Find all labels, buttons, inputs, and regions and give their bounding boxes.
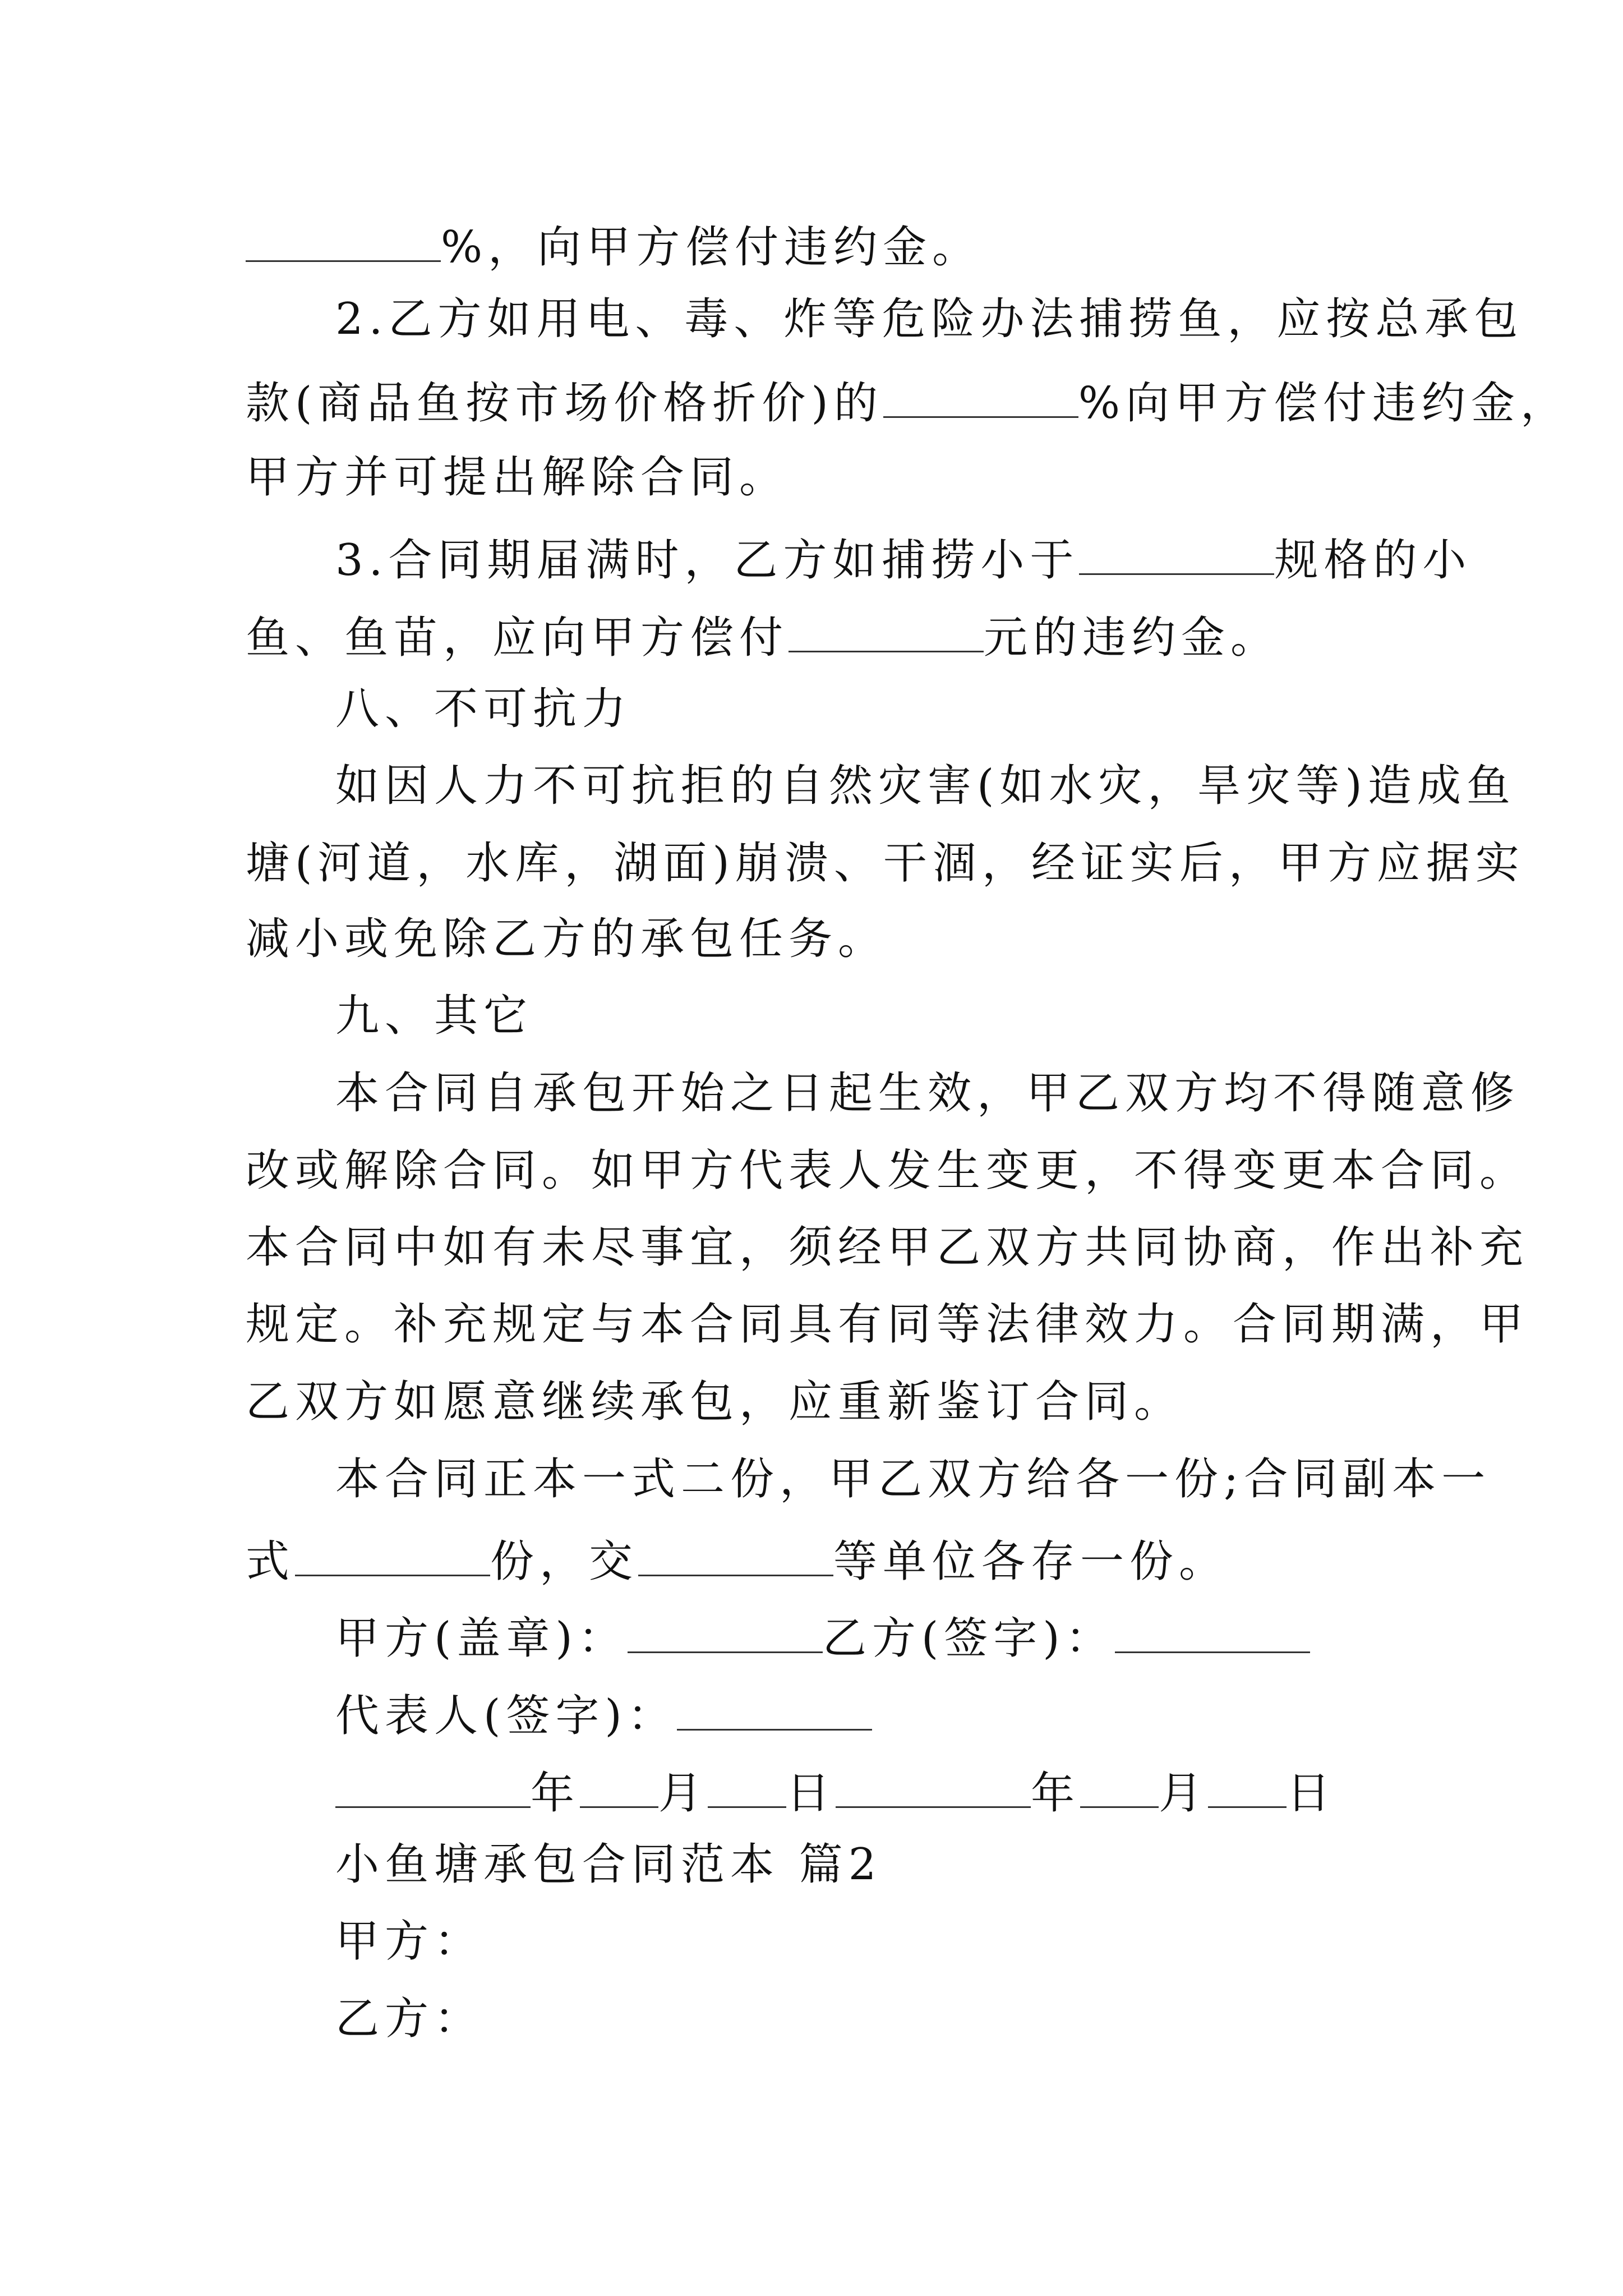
signature-line <box>335 1611 1310 1662</box>
line-text: 塘(河道，水库，湖面)崩溃、干涸，经证实后，甲方应据实 <box>246 838 1525 889</box>
other-paragraph-end <box>246 1377 1184 1430</box>
party-b-label: 乙方： <box>335 1994 484 2044</box>
line-text: 款(商品鱼按市场价格折价)的 <box>246 378 883 429</box>
party-a-seal-label: 甲方(盖章)： <box>335 1613 628 1664</box>
fill-blank <box>883 376 1078 418</box>
line-text: 乙双方如愿意继续承包，应重新鉴订合同。 <box>246 1377 1184 1427</box>
section-heading-9 <box>335 991 533 1045</box>
day-blank <box>1208 1766 1287 1808</box>
clause-7-2 <box>335 294 1524 348</box>
party-a-seal-blank <box>628 1611 823 1653</box>
copies-paragraph-cont <box>246 1534 1228 1585</box>
year-label: 年 <box>531 1768 580 1819</box>
line-text: 甲方并可提出解除合同。 <box>246 452 789 503</box>
clause-7-2-cont <box>246 376 1570 429</box>
month-label: 月 <box>1159 1768 1209 1819</box>
party-a-line <box>335 1916 484 1970</box>
fill-blank <box>295 1534 490 1576</box>
representative-line <box>335 1688 872 1739</box>
line-text: 2.乙方如用电、毒、炸等危险办法捕捞鱼，应按总承包 <box>335 294 1524 344</box>
representative-blank <box>677 1688 872 1731</box>
clause-7-2-end <box>246 452 789 506</box>
line-text: 鱼、鱼苗，应向甲方偿付 <box>246 613 789 663</box>
month-label: 月 <box>658 1768 708 1819</box>
fill-blank <box>638 1534 833 1576</box>
clause-7-1-tail <box>246 220 982 273</box>
line-text: %，向甲方偿付违约金。 <box>441 222 982 273</box>
party-a-label: 甲方： <box>335 1916 484 1967</box>
month-blank <box>580 1766 658 1808</box>
line-text: 式 <box>246 1536 296 1587</box>
fill-blank <box>1079 533 1274 575</box>
heading-text: 八、不可抗力 <box>335 684 632 734</box>
representative-label: 代表人(签字)： <box>335 1691 677 1741</box>
line-text: %向甲方偿付违约金， <box>1078 378 1570 429</box>
line-text: 本合同正本一式二份，甲乙双方给各一份;合同副本一 <box>335 1454 1491 1504</box>
party-b-sign-label: 乙方(签字)： <box>822 1613 1115 1664</box>
contract-title-2 <box>335 1839 882 1893</box>
other-paragraph-cont <box>246 1222 1529 1276</box>
line-text: 3.合同期届满时，乙方如捕捞小于 <box>335 535 1080 586</box>
line-text: 规定。补充规定与本合同具有同等法律效力。合同期满，甲 <box>246 1299 1529 1350</box>
line-text: 份，交 <box>490 1536 639 1587</box>
line-text: 本合同中如有未尽事宜，须经甲乙双方共同协商，作出补充 <box>246 1222 1529 1273</box>
other-paragraph-cont <box>246 1299 1529 1353</box>
party-b-sign-blank <box>1115 1611 1310 1653</box>
fill-blank <box>789 610 984 652</box>
year-label: 年 <box>1031 1768 1081 1819</box>
section-heading-8 <box>335 684 632 738</box>
other-paragraph <box>335 1068 1520 1122</box>
day-blank <box>708 1766 786 1808</box>
force-majeure-cont <box>246 838 1525 892</box>
fill-blank <box>246 220 441 262</box>
line-text: 改或解除合同。如甲方代表人发生变更，不得变更本合同。 <box>246 1145 1529 1196</box>
force-majeure-end <box>246 914 888 968</box>
line-text: 规格的小 <box>1274 535 1472 586</box>
clause-7-3-cont <box>246 610 1280 661</box>
year-blank <box>836 1766 1031 1808</box>
line-text: 等单位各存一份。 <box>833 1536 1229 1587</box>
line-text: 本合同自承包开始之日起生效，甲乙双方均不得随意修 <box>335 1068 1520 1119</box>
date-line <box>335 1766 1336 1819</box>
line-text: 如因人力不可抗拒的自然灾害(如水灾，旱灾等)造成鱼 <box>335 761 1516 811</box>
month-blank <box>1080 1766 1159 1808</box>
party-b-line <box>335 1994 484 2047</box>
force-majeure-paragraph <box>335 761 1516 815</box>
year-blank <box>335 1766 531 1808</box>
line-text: 减小或免除乙方的承包任务。 <box>246 914 888 964</box>
day-label: 日 <box>786 1768 836 1819</box>
heading-text: 九、其它 <box>335 991 533 1041</box>
other-paragraph-cont <box>246 1145 1529 1199</box>
copies-paragraph <box>335 1454 1491 1508</box>
clause-7-3 <box>335 533 1472 586</box>
day-label: 日 <box>1287 1768 1336 1819</box>
title-text: 小鱼塘承包合同范本 篇2 <box>335 1839 882 1890</box>
line-text: 元的违约金。 <box>984 613 1280 663</box>
